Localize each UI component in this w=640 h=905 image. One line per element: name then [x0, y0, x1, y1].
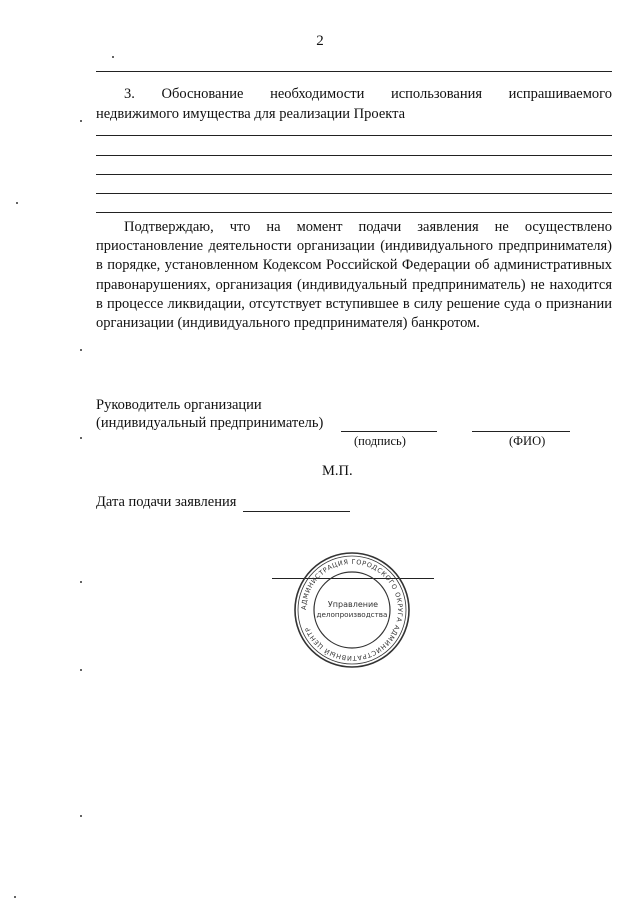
name-blank[interactable]	[472, 431, 570, 432]
date-blank[interactable]	[243, 511, 350, 512]
head-line-2: (индивидуальный предприниматель)	[96, 415, 324, 431]
blank-line-5[interactable]	[96, 212, 612, 213]
blank-line-2[interactable]	[96, 155, 612, 156]
top-rule	[96, 71, 612, 72]
margin-dot	[112, 56, 114, 58]
section-3-number: 3.	[124, 86, 135, 102]
margin-dot	[80, 349, 82, 351]
section-3-word-4: испрашиваемого	[508, 86, 612, 102]
seal-center-line-1: Управление	[327, 600, 379, 609]
signature-blank[interactable]	[341, 431, 437, 432]
section-3-line-1	[96, 84, 612, 104]
section-3	[96, 84, 612, 124]
blank-line-3[interactable]	[96, 174, 612, 175]
section-3-line-2: недвижимого имущества для реализации Проекта	[96, 106, 406, 122]
office-seal	[292, 550, 412, 670]
blank-line-1[interactable]	[96, 135, 612, 136]
section-3-word-2: необходимости	[270, 86, 365, 102]
head-line-1: Руководитель организации	[96, 397, 262, 413]
margin-dot	[80, 120, 82, 122]
margin-dot	[80, 437, 82, 439]
seal-ring-text: АДМИНИСТРАЦИЯ ГОРОДСКОГО ОКРУГА АДМИНИСТРАТИВНЫЙ ЦЕНТР	[299, 557, 405, 663]
page-number: 2	[316, 33, 324, 49]
seal-center-line-2: делопроизводства	[316, 610, 388, 619]
date-label: Дата подачи заявления	[96, 494, 237, 510]
margin-dot	[14, 896, 16, 898]
name-caption: (ФИО)	[509, 434, 546, 448]
signature-caption: (подпись)	[354, 434, 406, 448]
margin-dot	[80, 581, 82, 583]
margin-dot	[80, 669, 82, 671]
margin-dot	[16, 202, 18, 204]
blank-line-4[interactable]	[96, 193, 612, 194]
margin-dot	[80, 815, 82, 817]
section-3-word-1: Обоснование	[161, 86, 244, 102]
stamp-place-label: М.П.	[322, 463, 353, 479]
section-3-word-3: использования	[390, 86, 483, 102]
confirmation-paragraph: Подтверждаю, что на момент подачи заявления не осуществлено приостановление деятельности организации (индивидуального предпринимателя) в порядке, установленном Кодексом Российской Федерации об административных правонарушениях, организация (индивидуальный предприниматель) не находится в процессе ликвидации, отсутствует вступившее в силу решение суда о признании организации (индивидуального предпринимателя) банкротом.	[96, 219, 612, 332]
